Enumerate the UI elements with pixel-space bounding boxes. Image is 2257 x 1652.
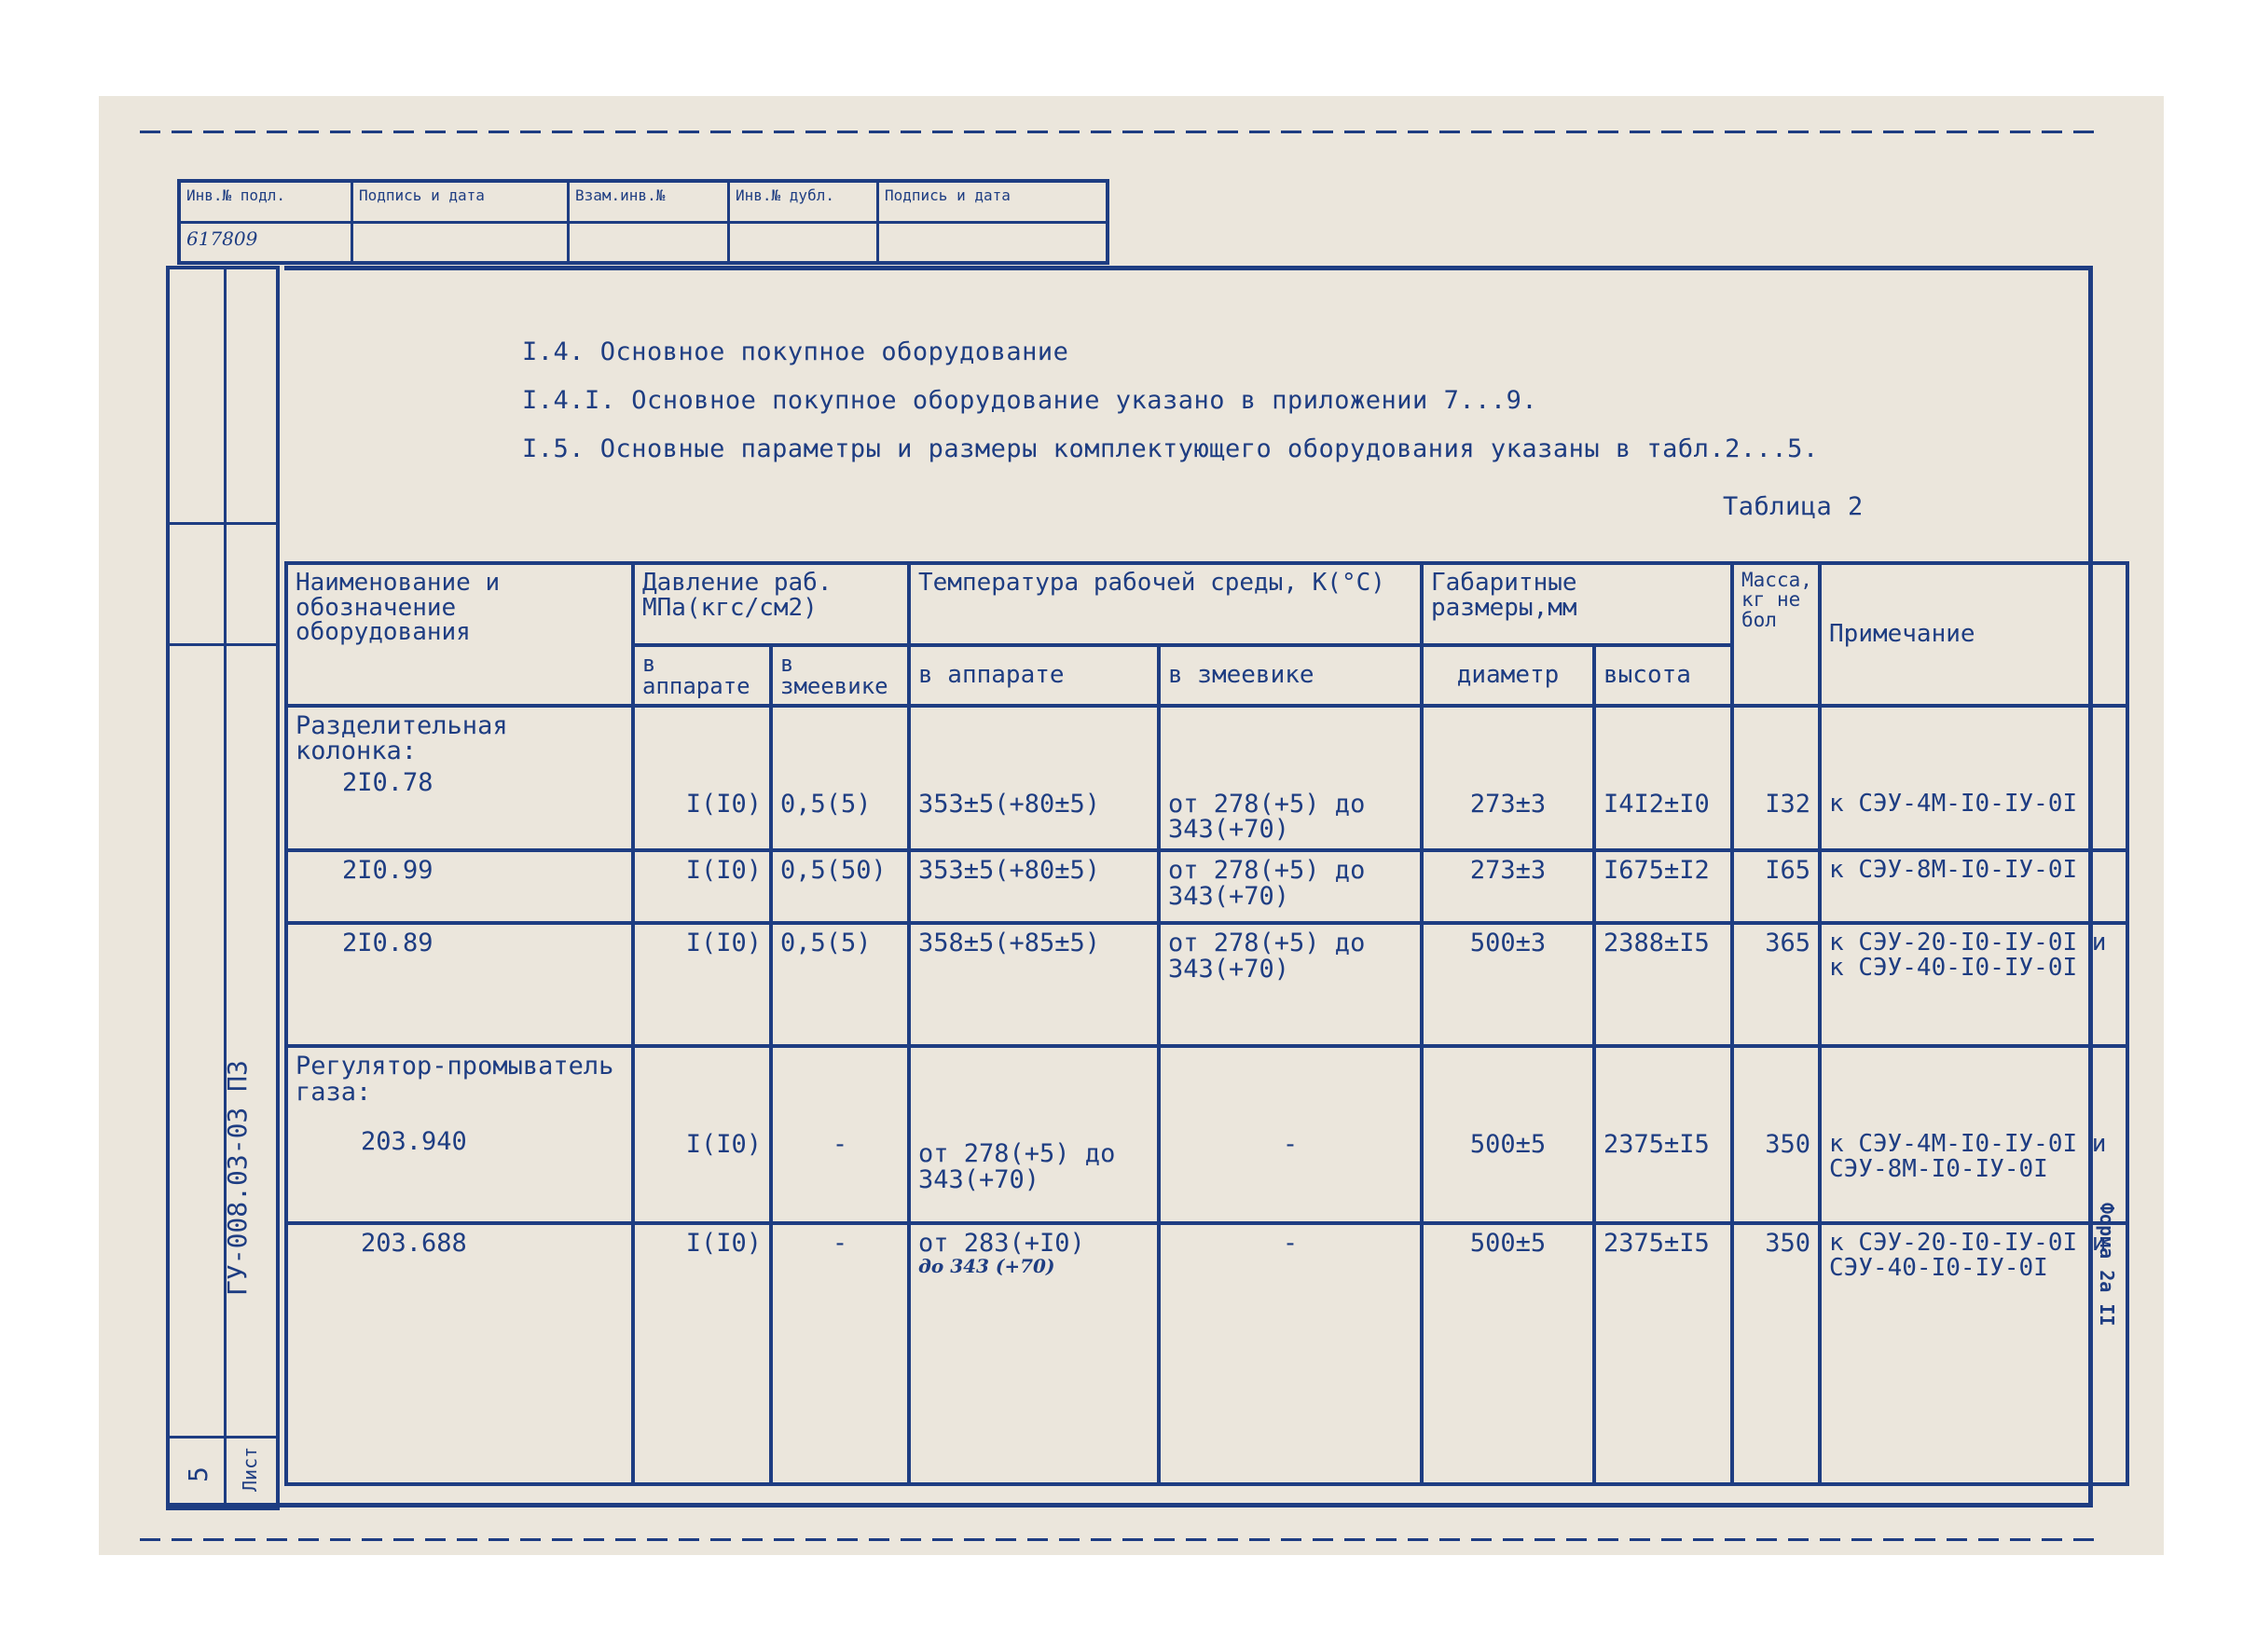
header-temp-coil: в змеевике	[1159, 645, 1422, 706]
pressure-coil-cell: -	[771, 1046, 909, 1223]
stamp-empty-3	[730, 224, 879, 262]
height-cell: 2388±I5	[1594, 923, 1732, 1046]
height-cell: 2375±I5	[1594, 1223, 1732, 1484]
name-cell	[286, 850, 633, 923]
header-mass: Масса, кг не бол	[1732, 563, 1820, 706]
strip-cell-line	[168, 1436, 280, 1439]
stamp-header-sign2: Подпись и дата	[885, 186, 1011, 204]
equipment-code: 2I0.99	[342, 856, 434, 885]
temp-coil-cell: от 278(+5) до 343(+70)	[1159, 923, 1422, 1046]
table-row	[286, 1046, 2127, 1223]
stamp-empty-2	[570, 224, 730, 262]
temp-app-cell: 358±5(+85±5)	[909, 923, 1159, 1046]
equipment-code: 2I0.78	[342, 768, 434, 797]
header-temperature: Температура рабочей среды, К(°С)	[909, 563, 1422, 645]
table-row	[286, 706, 2127, 850]
header-pressure-app: в аппарате	[633, 645, 771, 706]
mass-cell: 365	[1732, 923, 1820, 1046]
equipment-code: 203.940	[361, 1127, 467, 1157]
section-1-4-1: I.4.I. Основное покупное оборудование указано в приложении 7...9.	[522, 386, 1538, 415]
stamp-header-inv: Инв.№ подл.	[181, 183, 353, 221]
sheet-number: 5	[183, 1466, 213, 1482]
name-cell	[286, 1046, 633, 1223]
section-1-5: I.5. Основные параметры и размеры комплектующего оборудования указаны в табл.2...5.	[522, 434, 1819, 463]
table-label: Таблица 2	[1723, 492, 1864, 521]
pressure-app-cell: I(I0)	[633, 1223, 771, 1484]
height-cell: I675±I2	[1594, 850, 1732, 923]
note-cell: к СЭУ-20-I0-IУ-0I и СЭУ-40-I0-IУ-0I	[1820, 1223, 2127, 1484]
header-dimensions: Габаритные размеры,мм	[1422, 563, 1732, 645]
temp-coil-cell: -	[1159, 1046, 1422, 1223]
table-row	[286, 1223, 2127, 1484]
diameter-cell: 273±3	[1422, 850, 1594, 923]
pressure-app-cell: I(I0)	[633, 923, 771, 1046]
note-cell: к СЭУ-8М-I0-IУ-0I	[1820, 850, 2127, 923]
name-cell	[286, 923, 633, 1046]
handwritten-correction: до 343 (+70)	[918, 1254, 1055, 1277]
mass-cell: I32	[1732, 706, 1820, 850]
group-title: Разделительная колонка:	[296, 710, 508, 766]
bottom-dash-line	[140, 1538, 2098, 1541]
diameter-cell: 500±3	[1422, 923, 1594, 1046]
header-pressure-coil: в змеевике	[771, 645, 909, 706]
pressure-app-cell: I(I0)	[633, 706, 771, 850]
header-note: Примечание	[1820, 563, 2127, 706]
stamp-header-replace: Взам.инв.№	[570, 183, 730, 221]
pressure-coil-cell: -	[771, 1223, 909, 1484]
frame-bottom	[166, 1503, 2093, 1507]
stamp-inv-number: 617809	[181, 224, 353, 262]
pressure-coil-cell: 0,5(5)	[771, 923, 909, 1046]
header-height: высота	[1594, 645, 1732, 706]
strip-cell-line	[168, 643, 280, 646]
mass-cell: I65	[1732, 850, 1820, 923]
top-dash-line	[140, 131, 2098, 133]
pressure-coil-cell: 0,5(50)	[771, 850, 909, 923]
note-cell: к СЭУ-4М-I0-IУ-0I	[1820, 706, 2127, 850]
temp-app-value: от 283(+I0)	[918, 1229, 1085, 1258]
equipment-code: 2I0.89	[342, 929, 434, 957]
note-cell: к СЭУ-4М-I0-IУ-0I и СЭУ-8М-I0-IУ-0I	[1820, 1046, 2127, 1223]
pressure-app-cell: I(I0)	[633, 1046, 771, 1223]
header-temp-app: в аппарате	[909, 645, 1159, 706]
section-1-4: I.4. Основное покупное оборудование	[522, 337, 1069, 366]
stamp-header-dup: Инв.№ дубл.	[730, 183, 879, 221]
left-margin-strip	[166, 266, 280, 1510]
mass-cell: 350	[1732, 1223, 1820, 1484]
header-name: Наименование и обозначение оборудования	[286, 563, 633, 706]
temp-app-cell: от 278(+5) до 343(+70)	[909, 1046, 1159, 1223]
group-title: Регулятор-промыватель газа:	[296, 1052, 614, 1107]
temp-app-cell: 353±5(+80±5)	[909, 706, 1159, 850]
header-pressure: Давление раб. МПа(кгс/см2)	[633, 563, 909, 645]
strip-divider	[224, 269, 227, 1507]
doc-code-vertical: ГУ-008.03-03 ПЗ	[222, 1060, 253, 1296]
temp-app-cell: 353±5(+80±5)	[909, 850, 1159, 923]
temp-coil-cell: от 278(+5) до 343(+70)	[1159, 850, 1422, 923]
sheet-label: Лист	[239, 1446, 261, 1492]
diameter-cell: 500±5	[1422, 1046, 1594, 1223]
diameter-cell: 500±5	[1422, 1223, 1594, 1484]
note-cell: к СЭУ-20-I0-IУ-0I и к СЭУ-40-I0-IУ-0I	[1820, 923, 2127, 1046]
stamp-empty-1	[353, 224, 570, 262]
equipment-code: 203.688	[361, 1229, 467, 1258]
table-row	[286, 850, 2127, 923]
stamp-header-sign: Подпись и дата	[353, 183, 570, 221]
mass-cell: 350	[1732, 1046, 1820, 1223]
stamp-block	[177, 179, 1109, 265]
temp-coil-cell: -	[1159, 1223, 1422, 1484]
pressure-app-cell: I(I0)	[633, 850, 771, 923]
diameter-cell: 273±3	[1422, 706, 1594, 850]
temp-coil-cell: от 278(+5) до 343(+70)	[1159, 706, 1422, 850]
equipment-table	[284, 561, 2129, 1486]
stamp-empty-4	[879, 224, 1106, 262]
strip-cell-line	[168, 522, 280, 525]
temp-app-cell	[909, 1223, 1159, 1484]
header-diameter: диаметр	[1422, 645, 1594, 706]
height-cell: I4I2±I0	[1594, 706, 1732, 850]
name-cell	[286, 1223, 633, 1484]
form-label: Форма 2а II	[2096, 1203, 2118, 1327]
table-row	[286, 923, 2127, 1046]
height-cell: 2375±I5	[1594, 1046, 1732, 1223]
frame-top	[284, 266, 2093, 270]
name-cell	[286, 706, 633, 850]
pressure-coil-cell: 0,5(5)	[771, 706, 909, 850]
